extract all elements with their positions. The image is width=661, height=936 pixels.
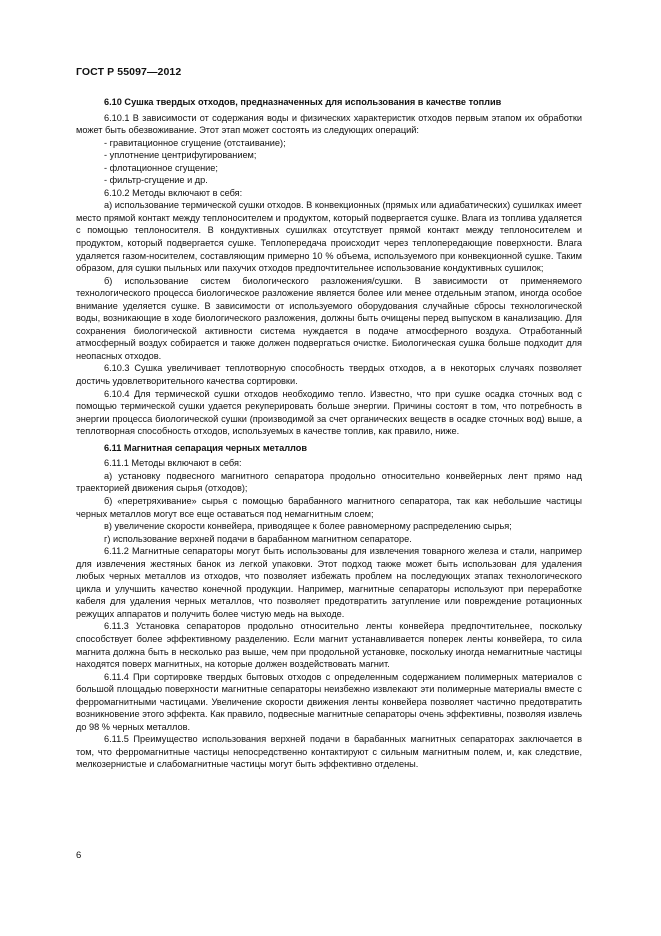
paragraph-6-11-4: 6.11.4 При сортировке твердых бытовых отходов с определенным содержанием полимерных материалов с большой площадью поверхности магнитные сепараторы неизбежно извлекают эти полимерные материалы вместе с ферромагнитными частицами. Увеличение скорости движения ленты конвейера позволяет частично предотвратить возникновение этого эффекта. Как правило, подвесные магнитные сепараторы очень эффективны, позволяя извлечь до 98 % черных металлов.	[76, 671, 582, 732]
paragraph-6-10-2-a: а) использование термической сушки отходов. В конвекционных (прямых или адиабатических) сушилках имеет место прямой контакт между теплоносителем и продуктом, который подвергается сушке. Влага из топлива удаляется с помощью теплоносителя. В кондуктивных сушилках отсутствует прямой контакт между теплоносителем и продуктом, который подвергается сушке. Теплопередача происходит через теплопередающие поверхности. Влага удаляется газом-носителем, составляющим примерно 10 % объема, используемого при конвекционной сушке. Таким образом, для сушки пыльных или пахучих отходов предпочтительнее использование кондуктивных сушилок;	[76, 200, 582, 274]
section-heading-6-10: 6.10 Сушка твердых отходов, предназначенных для использования в качестве топлив	[104, 97, 502, 107]
list-item: а) установку подвесного магнитного сепаратора продольно относительно конвейерных лент прямо над траекторией движения сырья (отходов);	[76, 470, 582, 494]
document-header: ГОСТ Р 55097—2012	[76, 66, 182, 78]
paragraph-6-10-3: 6.10.3 Сушка увеличивает теплотворную способность твердых отходов, а в некоторых случаях позволяет достичь удовлетворительного качества сортировки.	[76, 363, 582, 387]
paragraph-6-11-3: 6.11.3 Установка сепараторов продольно относительно ленты конвейера предпочтительнее, поскольку способствует более эффективному разделению. Если магнит устанавливается поперек ленты конвейера, то сила магнита должна быть в несколько раз выше, чем при продольной установке, поскольку иногда немагнитные частицы находятся поверх магнитных, на которые должен воздействовать магнит.	[76, 621, 582, 670]
list-item: в) увеличение скорости конвейера, приводящее к более равномерному распределению сырья;	[104, 521, 512, 532]
list-item: б) «перетряхивание» сырья с помощью барабанного магнитного сепаратора, так как небольшие частицы черных металлов могут все еще оставаться под немагнитным слоем;	[76, 495, 582, 519]
list-item: - гравитационное сгущение (отстаивание);	[104, 137, 286, 148]
list-item: г) использование верхней подачи в барабанном магнитном сепараторе.	[104, 533, 412, 544]
paragraph-6-11-2: 6.11.2 Магнитные сепараторы могут быть использованы для извлечения товарного железа и стали, например для извлечения жестяных банок из легкой упаковки. Этот подход также может быть использован для удаления любых черных металлов из отходов, что позволяет избежать проблем на последующих этапах технологического цикла и улучшить качество конечной продукции. Например, магнитные сепараторы используют при переработке кабеля для удаления черных металлов, что позволяет предотвратить затупление или повреждение ротационных режущих аппаратов и получить более чистую медь на выходе.	[76, 546, 582, 619]
list-item: - уплотнение центрифугированием;	[104, 150, 257, 161]
paragraph-6-10-2: 6.10.2 Методы включают в себя:	[104, 187, 243, 198]
paragraph-6-11-5: 6.11.5 Преимущество использования верхней подачи в барабанных магнитных сепараторах заключается в том, что ферромагнитные частицы непосредственно контактируют с сильным магнитным полем, и, как следствие, мелкозернистые и слабомагнитные частицы могут быть эффективно отделены.	[76, 734, 582, 770]
document-body	[76, 96, 582, 771]
paragraph-6-10-4: 6.10.4 Для термической сушки отходов необходимо тепло. Известно, что при сушке осадка сточных вод с помощью термической сушки удается рекуперировать больше энергии. Причины состоят в том, что потребность в энергии процесса биологической сушки (производимой за счет органических веществ в осадке сточных вод) выше, а теплотворная способность отходов, используемых в качестве топлив, как правило, ниже.	[76, 388, 582, 437]
paragraph-6-11-1: 6.11.1 Методы включают в себя:	[104, 458, 242, 469]
section-heading-6-11: 6.11 Магнитная сепарация черных металлов	[104, 442, 308, 453]
list-item: - флотационное сгущение;	[104, 162, 218, 173]
paragraph-6-10-1: 6.10.1 В зависимости от содержания воды и физических характеристик отходов первым этапом их обработки может быть обезвоживание. Этот этап может состоять из следующих операций:	[76, 112, 582, 136]
list-item: - фильтр-сгущение и др.	[104, 175, 208, 186]
paragraph-6-10-2-b: б) использование систем биологического разложения/сушки. В зависимости от применяемого технологического процесса биологическое разложение является более или менее отдельным этапом, иногда особое внимание уделяется сушке. В зависимости от используемого оборудования случайные сбросы технологической воды, возникающие в ходе биологического разложения, должны быть очищены перед выпуском в канализацию. Для сохранения биологической активности система нуждается в подаче атмосферного воздуха. Отработанный атмосферный воздух собирается и также должен подвергаться очистке. Биологическая сушка больше подходит для неопасных отходов.	[76, 275, 582, 361]
page-number: 6	[76, 850, 82, 861]
